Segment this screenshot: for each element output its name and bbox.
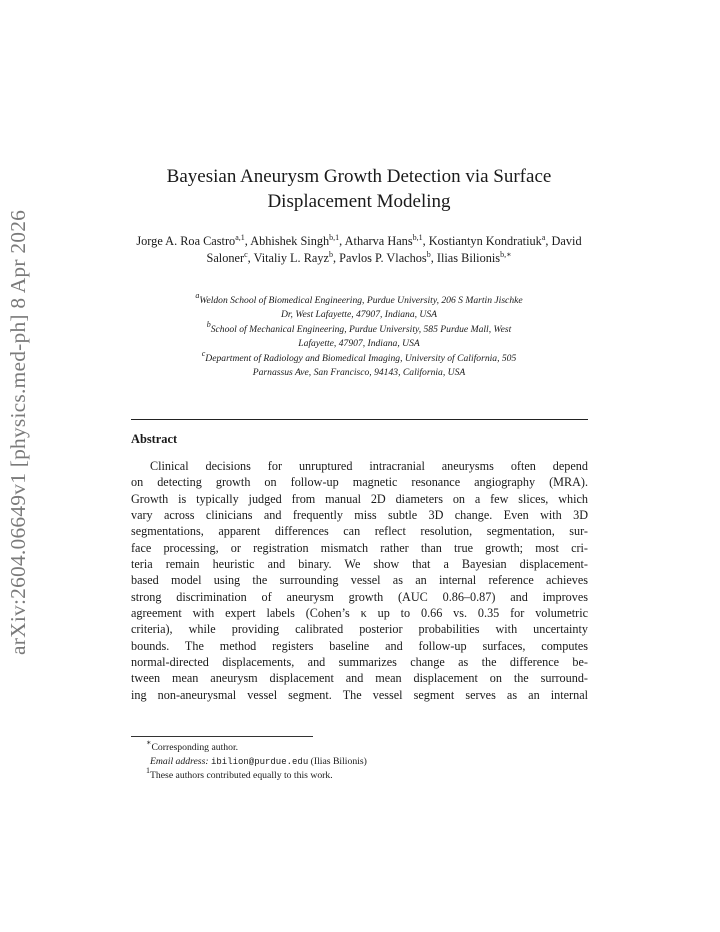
- abstract-line: agreement with expert labels (Cohen’s κ up to 0.66 vs. 0.35 for volumetric: [131, 606, 588, 621]
- author: Jorge A. Roa Castro$^{a,1}$: [136, 233, 245, 248]
- author: Ilias Bilionis$^{b,∗}$: [436, 250, 512, 265]
- footnote-divider: [131, 736, 313, 737]
- abstract-line: tween mean aneurysm displacement and mean displacement on the surround-: [131, 671, 588, 686]
- affiliation: $^c$Department of Radiology and Biomedical Imaging, University of California, 505 Parnassus Ave, San Francisco, 94143, California, USA: [201, 349, 517, 378]
- abstract-line: face processing, or registration mismatch rather than true growth; most cri-: [131, 540, 588, 555]
- author: Atharva Hans$^{b,1}$: [344, 233, 423, 248]
- abstract-line: based model using the surrounding vessel as an internal reference achieves: [131, 573, 588, 588]
- author: Kostiantyn Kondratiuk$^a$: [428, 233, 546, 248]
- affiliation: $^a$Weldon School of Biomedical Engineering, Purdue University, 206 S Martin Jischke Dr, West Lafayette, 47907, Indiana, USA: [195, 291, 523, 320]
- abstract-body: [131, 458, 588, 703]
- abstract-line: vary across clinicians and frequently miss subtle 3D change. Even with 3D: [131, 508, 588, 523]
- footnote-email: Email address: ibilion@purdue.edu (Ilias Bilionis): [150, 755, 367, 767]
- abstract-line: ing non-aneurysmal vessel segment. The vessel segment serves as an internal: [131, 687, 588, 702]
- title-line-2: Displacement Modeling: [267, 191, 451, 212]
- abstract-line: criteria), while providing calibrated posterior probabilities with uncertainty: [131, 622, 588, 637]
- footnotes: [146, 738, 367, 783]
- author: Vitaliy L. Rayz$^b$: [253, 250, 333, 265]
- abstract-line: Growth is typically judged from manual 2D diameters on a few slices, which: [131, 491, 588, 506]
- abstract-line: normal-directed displacements, and summarizes change as the difference be-: [131, 655, 588, 670]
- affiliation-list: [136, 291, 582, 381]
- abstract-line: bounds. The method registers baseline and follow-up surfaces, computes: [131, 638, 588, 653]
- footnote-equal-contribution: $^1$These authors contributed equally to this work.: [146, 766, 333, 781]
- footnote-corresponding: ∗Corresponding author.: [146, 738, 239, 753]
- abstract-line: on detecting growth on follow-up magnetic resonance angiography (MRA).: [131, 475, 588, 490]
- title-line-1: Bayesian Aneurysm Growth Detection via Surface: [166, 166, 552, 187]
- author: David Saloner$^c$: [206, 234, 582, 265]
- abstract-line: segmentations, apparent differences can reflect resolution, segmentation, sur-: [131, 524, 588, 539]
- author: Pavlos P. Vlachos$^b$: [339, 250, 431, 265]
- paper-title: [130, 164, 588, 214]
- abstract-line: Clinical decisions for unruptured intracranial aneurysms often depend: [150, 459, 588, 473]
- abstract-line: teria remain heuristic and binary. We show that a Bayesian displacement-: [131, 557, 588, 572]
- email-link[interactable]: ibilion@purdue.edu: [211, 756, 309, 767]
- abstract-heading: Abstract: [131, 432, 178, 446]
- author-list: Jorge A. Roa Castro$^{a,1}$, Abhishek Singh$^{b,1}$, Atharva Hans$^{b,1}$, Kostiantyn Kondratiuk$^a$, David Saloner$^c$, Vitaliy L. Rayz$^b$, Pavlos P. Vlachos$^b$, Ilias Bilionis$^{b,∗}$: [136, 233, 582, 265]
- arxiv-identifier-stamp: arXiv:2604.06649v1 [physics.med-ph] 8 Apr 2026: [6, 209, 30, 655]
- abstract-divider: [131, 419, 588, 420]
- affiliation: $^b$School of Mechanical Engineering, Purdue University, 585 Purdue Mall, West Lafayette, 47907, Indiana, USA: [206, 320, 512, 349]
- author: Abhishek Singh$^{b,1}$: [250, 233, 340, 248]
- abstract-line: strong discrimination of aneurysm growth (AUC 0.86–0.87) and improves: [131, 589, 588, 604]
